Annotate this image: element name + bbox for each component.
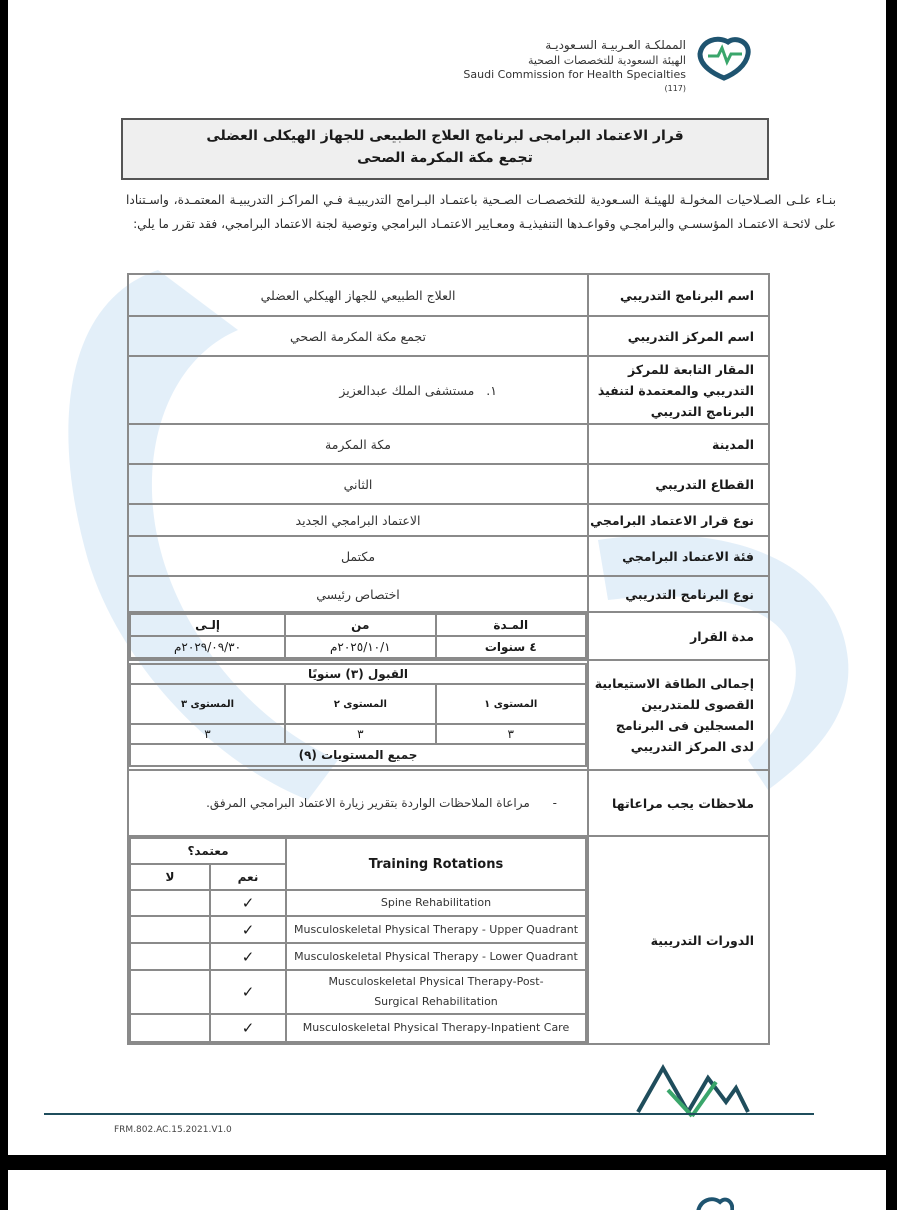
capacity-table <box>129 663 587 767</box>
rotation-5-no <box>130 1014 210 1042</box>
level-2-header: المستوى ٢ <box>285 684 435 724</box>
center-name-value: تجمع مكة المكرمة الصحي <box>128 316 588 356</box>
sites-number: ١. <box>486 382 497 398</box>
document-title <box>121 118 769 180</box>
sector-label: القطاع التدريبي <box>588 464 769 504</box>
intro-paragraph: بنـاء علـى الصـلاحيات المخولـة للهيئـة السـعودية للتخصصـات الصـحية باعتمـاد البـرامج التدريبيـة فـي المراكـز التدريبيـة المعتمـدة، واسـتنادا على لائحـة الاعتمـاد المؤسسـي والبرامجـي وقواعـدها التنفيذيـة ومعـايير الاعتمـاد البرامجي وتوصية لجنة الاعتماد البرامجي، فقد تقرر ما يلي: <box>126 193 836 231</box>
rotation-3-check-icon: ✓ <box>210 943 286 970</box>
city-value: مكة المكرمة <box>128 424 588 464</box>
kingdom-name: المملكـة العـربيـة السـعوديـة <box>545 38 686 52</box>
sites-value: مستشفى الملك عبدالعزيز <box>339 382 475 398</box>
capacity-label: إجمالى الطاقة الاستيعابية القصوى للمتدربين المسجلين فى البرنامج لدى المركز التدريبي <box>588 660 769 770</box>
admission-text: القبول (٣) سنويًا <box>130 664 586 684</box>
duration-value: ٤ سنوات <box>436 636 586 658</box>
scfhs-logo-icon <box>694 32 754 82</box>
rotation-4-check-icon: ✓ <box>210 970 286 1014</box>
category-value: مكتمل <box>128 536 588 576</box>
next-page-logo-icon <box>694 1192 734 1210</box>
category-label: فئة الاعتماد البرامجي <box>588 536 769 576</box>
level-3-header: المستوى ٣ <box>130 684 285 724</box>
rotation-1-no <box>130 890 210 916</box>
notes-label: ملاحظات يجب مراعاتها <box>588 770 769 836</box>
footer-divider <box>44 1113 814 1115</box>
from-header: من <box>285 614 435 636</box>
sector-value: الثاني <box>128 464 588 504</box>
level-3-count: ٣ <box>130 724 285 744</box>
form-code: FRM.802.AC.15.2021.V1.0 <box>114 1125 232 1135</box>
program-type-label: نوع البرنامج التدريبي <box>588 576 769 612</box>
level-2-count: ٣ <box>285 724 435 744</box>
commission-name-en: Saudi Commission for Health Specialties <box>463 68 686 81</box>
duration-header: المـدة <box>436 614 586 636</box>
sites-label: المقار التابعة للمركز التدريبي والمعتمدة لتنفيذ البرنامج التدريبي <box>588 356 769 424</box>
notes-value: مراعاة الملاحظات الواردة بتقرير زيارة الاعتماد البرامجي المرفق. <box>206 796 530 810</box>
title-line-1: قرار الاعتماد البرامجى لبرنامج العلاج الطبيعى للجهاز الهيكلى العضلى <box>206 128 684 144</box>
decision-table <box>127 273 770 1045</box>
to-header: إلـى <box>130 614 285 636</box>
notes-dash: - <box>552 796 557 810</box>
rotation-5-check-icon: ✓ <box>210 1014 286 1042</box>
duration-label: مدة القرار <box>588 612 769 660</box>
capacity-cell <box>128 660 588 770</box>
rotation-3-no <box>130 943 210 970</box>
rotation-3-name: Musculoskeletal Physical Therapy - Lower Quadrant <box>286 943 586 970</box>
program-name-value: العلاج الطبيعي للجهاز الهيكلي العضلي <box>128 274 588 316</box>
commission-code: (117) <box>664 84 686 93</box>
footer-wave-icon <box>608 1060 758 1120</box>
no-header: لا <box>130 864 210 890</box>
level-1-count: ٣ <box>436 724 586 744</box>
notes-value-cell <box>128 770 588 836</box>
from-value: ٢٠٢٥/١٠/١م <box>285 636 435 658</box>
city-label: المدينة <box>588 424 769 464</box>
accredited-header: معتمد؟ <box>130 838 286 864</box>
yes-header: نعم <box>210 864 286 890</box>
rotations-table <box>129 837 587 1043</box>
commission-name-ar: الهيئة السعودية للتخصصات الصحية <box>527 54 686 67</box>
program-type-value: اختصاص رئيسي <box>128 576 588 612</box>
level-1-header: المستوى ١ <box>436 684 586 724</box>
decision-type-label: نوع قرار الاعتماد البرامجي <box>588 504 769 536</box>
decision-type-value: الاعتماد البرامجي الجديد <box>128 504 588 536</box>
rotation-1-check-icon: ✓ <box>210 890 286 916</box>
to-value: ٢٠٢٩/٠٩/٣٠م <box>130 636 285 658</box>
rotations-header: Training Rotations <box>286 838 586 890</box>
next-page <box>8 1170 886 1210</box>
rotations-cell <box>128 836 588 1044</box>
rotation-5-name: Musculoskeletal Physical Therapy-Inpatient Care <box>286 1014 586 1042</box>
document-page <box>8 0 886 1155</box>
program-name-label: اسم البرنامج التدريبي <box>588 274 769 316</box>
rotation-4-name: Musculoskeletal Physical Therapy-Post-Surgical Rehabilitation <box>286 970 586 1014</box>
rotation-2-no <box>130 916 210 943</box>
duration-table <box>129 613 587 659</box>
sites-value-cell <box>128 356 588 424</box>
rotations-label: الدورات التدريبية <box>588 836 769 1044</box>
rotation-1-name: Spine Rehabilitation <box>286 890 586 916</box>
rotation-2-name: Musculoskeletal Physical Therapy - Upper Quadrant <box>286 916 586 943</box>
title-line-2: تجمع مكة المكرمة الصحى <box>357 150 533 166</box>
duration-cell <box>128 612 588 660</box>
rotation-4-no <box>130 970 210 1014</box>
rotation-2-check-icon: ✓ <box>210 916 286 943</box>
center-name-label: اسم المركز التدريبي <box>588 316 769 356</box>
total-levels-text: جميع المستويات (٩) <box>130 744 586 766</box>
organization-header <box>463 38 686 93</box>
